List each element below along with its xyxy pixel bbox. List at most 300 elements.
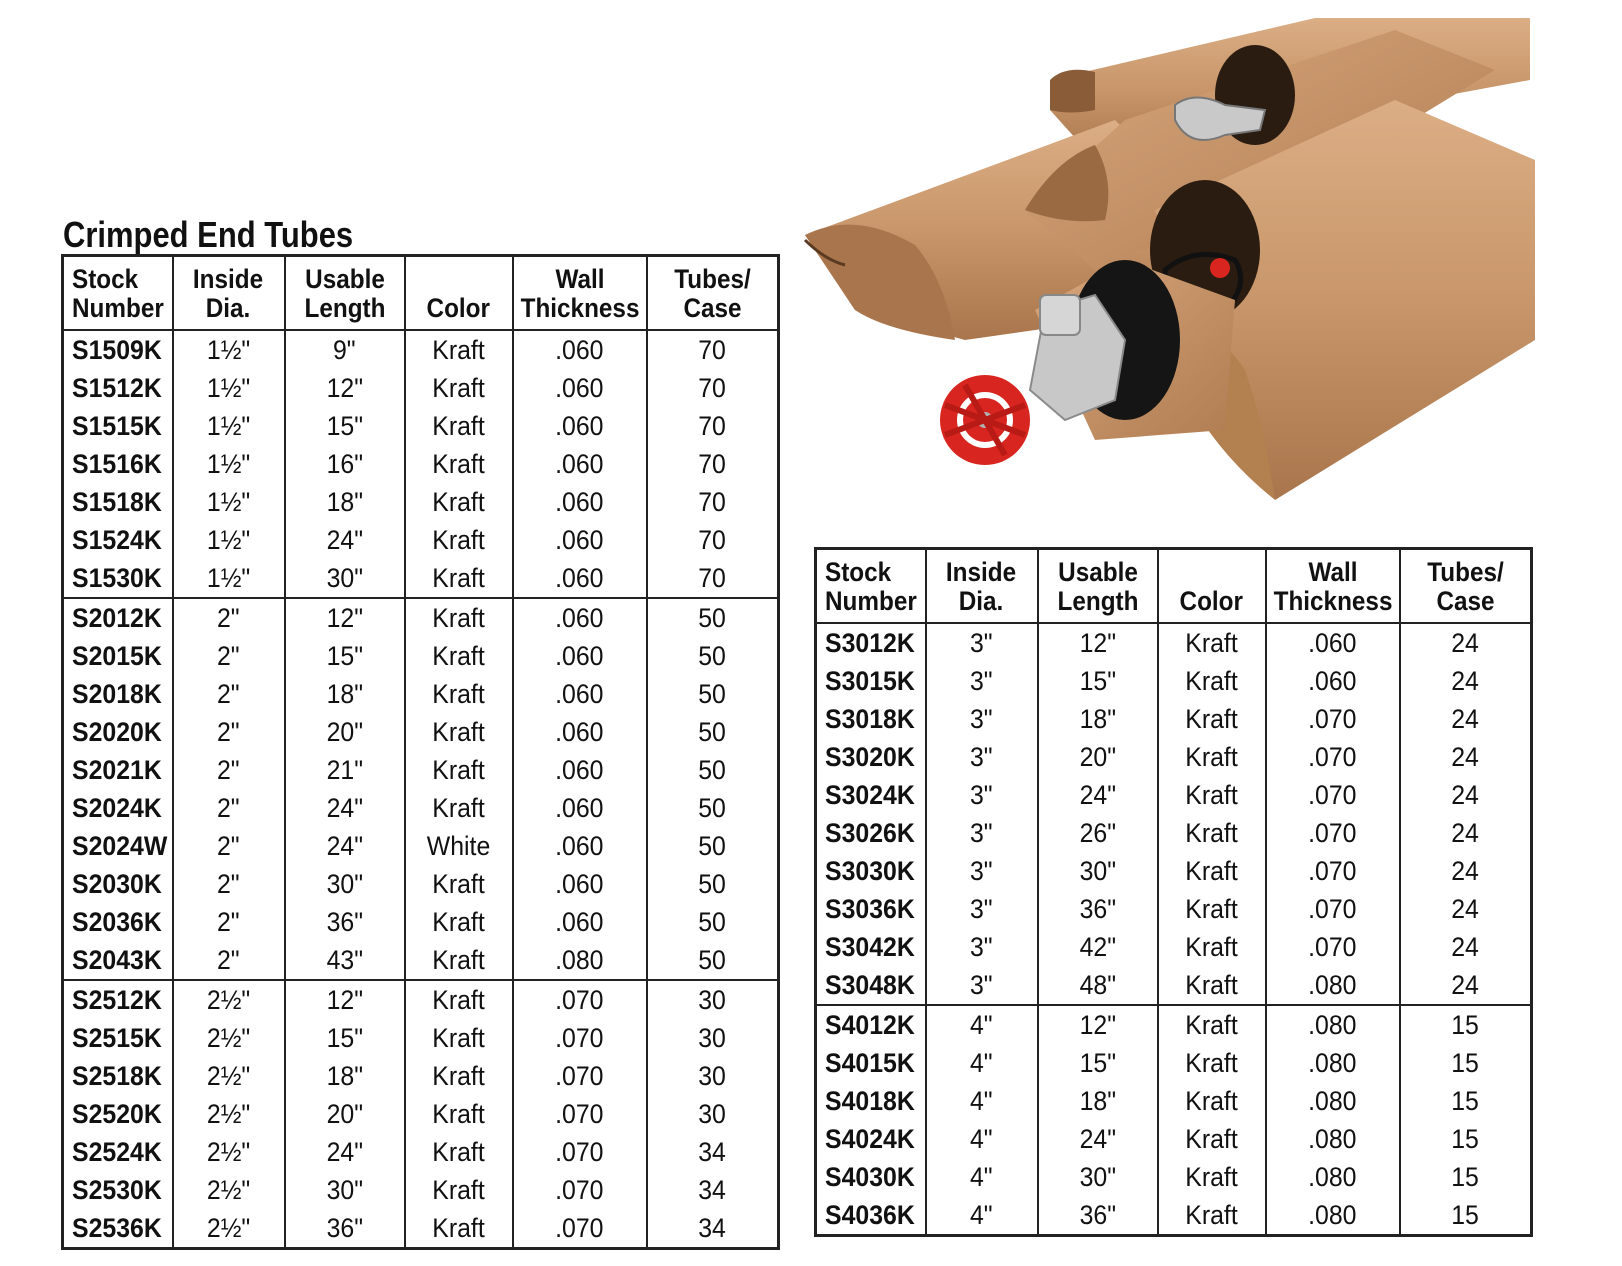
cell-usable-length: 12" (1038, 1005, 1158, 1044)
cell-stock-number: S4015K (816, 1044, 926, 1082)
table-row (63, 521, 779, 559)
table-row (63, 980, 779, 1019)
table-row (63, 1133, 779, 1171)
cell-stock-number: S2043K (63, 941, 173, 980)
cell-usable-length: 15" (285, 1019, 405, 1057)
cell-stock-number: S2021K (63, 751, 173, 789)
cell-usable-length: 36" (285, 1209, 405, 1249)
cell-color: Kraft (405, 865, 513, 903)
cell-stock-number: S2530K (63, 1171, 173, 1209)
cell-stock-number: S3018K (816, 700, 926, 738)
cell-color: Kraft (1158, 928, 1266, 966)
cell-stock-number: S2520K (63, 1095, 173, 1133)
cell-wall-thickness: .060 (513, 751, 647, 789)
cell-tubes-per-case: 70 (647, 483, 779, 521)
table-row (63, 1095, 779, 1133)
cell-inside-dia: 1½" (173, 407, 285, 445)
cell-color: Kraft (405, 445, 513, 483)
cell-stock-number: S2536K (63, 1209, 173, 1249)
table-row (816, 966, 1532, 1005)
cell-wall-thickness: .060 (513, 407, 647, 445)
cell-tubes-per-case: 50 (647, 789, 779, 827)
cell-inside-dia: 2" (173, 713, 285, 751)
cell-stock-number: S2524K (63, 1133, 173, 1171)
table-row (816, 1005, 1532, 1044)
cell-color: Kraft (405, 407, 513, 445)
cell-wall-thickness: .060 (1266, 662, 1400, 700)
cell-wall-thickness: .060 (513, 598, 647, 637)
cell-stock-number: S4024K (816, 1120, 926, 1158)
cell-inside-dia: 3" (926, 928, 1038, 966)
cell-usable-length: 12" (285, 980, 405, 1019)
cell-wall-thickness: .080 (1266, 1044, 1400, 1082)
cell-color: Kraft (1158, 1005, 1266, 1044)
table-row (63, 330, 779, 369)
header-line: Wall (1307, 556, 1358, 587)
cell-stock-number: S1524K (63, 521, 173, 559)
cell-usable-length: 43" (285, 941, 405, 980)
cell-usable-length: 15" (1038, 662, 1158, 700)
table-row (63, 1209, 779, 1249)
cell-wall-thickness: .070 (1266, 890, 1400, 928)
cell-stock-number: S3042K (816, 928, 926, 966)
table-row (63, 369, 779, 407)
cell-tubes-per-case: 24 (1400, 776, 1532, 814)
cell-color: Kraft (405, 330, 513, 369)
table-row (63, 1171, 779, 1209)
table-row (63, 445, 779, 483)
cell-color: Kraft (405, 1095, 513, 1133)
table-row (816, 700, 1532, 738)
cell-stock-number: S3048K (816, 966, 926, 1005)
cell-usable-length: 15" (1038, 1044, 1158, 1082)
cell-color: Kraft (405, 637, 513, 675)
cell-tubes-per-case: 50 (647, 713, 779, 751)
cell-inside-dia: 4" (926, 1196, 1038, 1236)
cell-inside-dia: 4" (926, 1082, 1038, 1120)
cell-tubes-per-case: 15 (1400, 1044, 1532, 1082)
cell-color: Kraft (1158, 776, 1266, 814)
cell-inside-dia: 3" (926, 852, 1038, 890)
cell-color: Kraft (1158, 738, 1266, 776)
table-row (63, 713, 779, 751)
cell-usable-length: 20" (285, 1095, 405, 1133)
cell-tubes-per-case: 50 (647, 941, 779, 980)
cell-inside-dia: 4" (926, 1158, 1038, 1196)
cell-color: Kraft (405, 1019, 513, 1057)
cell-usable-length: 18" (1038, 700, 1158, 738)
cell-tubes-per-case: 15 (1400, 1158, 1532, 1196)
table-row (816, 738, 1532, 776)
header-line: Thickness (1273, 585, 1392, 616)
cell-tubes-per-case: 15 (1400, 1005, 1532, 1044)
cell-color: Kraft (1158, 1196, 1266, 1236)
cell-tubes-per-case: 24 (1400, 700, 1532, 738)
cell-tubes-per-case: 24 (1400, 852, 1532, 890)
cell-usable-length: 24" (285, 789, 405, 827)
header-line: Color (426, 292, 491, 323)
table-row (63, 559, 779, 598)
cell-inside-dia: 2" (173, 675, 285, 713)
table-row (63, 1019, 779, 1057)
left-spec-table (61, 254, 780, 1250)
header-line: Inside (946, 556, 1017, 587)
cell-wall-thickness: .060 (513, 369, 647, 407)
header-inside-dia (173, 256, 285, 330)
cell-inside-dia: 2½" (173, 1133, 285, 1171)
cell-stock-number: S1530K (63, 559, 173, 598)
cell-inside-dia: 3" (926, 738, 1038, 776)
cell-stock-number: S1518K (63, 483, 173, 521)
cell-inside-dia: 3" (926, 966, 1038, 1005)
cell-usable-length: 26" (1038, 814, 1158, 852)
cell-stock-number: S2512K (63, 980, 173, 1019)
cell-inside-dia: 3" (926, 700, 1038, 738)
cell-usable-length: 24" (285, 521, 405, 559)
cell-tubes-per-case: 50 (647, 675, 779, 713)
cell-wall-thickness: .070 (513, 1171, 647, 1209)
cell-tubes-per-case: 30 (647, 1057, 779, 1095)
cell-inside-dia: 2" (173, 941, 285, 980)
cell-inside-dia: 1½" (173, 521, 285, 559)
cell-wall-thickness: .070 (513, 1019, 647, 1057)
cell-color: Kraft (1158, 1120, 1266, 1158)
cell-tubes-per-case: 30 (647, 980, 779, 1019)
cell-inside-dia: 2½" (173, 1019, 285, 1057)
cell-wall-thickness: .080 (1266, 1196, 1400, 1236)
table-row (816, 890, 1532, 928)
cell-usable-length: 42" (1038, 928, 1158, 966)
header-line: Tubes/ (673, 263, 751, 294)
cell-tubes-per-case: 24 (1400, 738, 1532, 776)
table-row (816, 662, 1532, 700)
cell-usable-length: 24" (1038, 776, 1158, 814)
table-row (816, 928, 1532, 966)
cell-tubes-per-case: 24 (1400, 814, 1532, 852)
cell-inside-dia: 1½" (173, 369, 285, 407)
header-line: Color (1179, 585, 1244, 616)
cell-inside-dia: 2½" (173, 1209, 285, 1249)
cell-tubes-per-case: 70 (647, 445, 779, 483)
cell-wall-thickness: .070 (1266, 814, 1400, 852)
cell-wall-thickness: .080 (1266, 1005, 1400, 1044)
cell-stock-number: S2024W (63, 827, 173, 865)
table-header (816, 549, 1532, 623)
cell-usable-length: 30" (1038, 852, 1158, 890)
cell-wall-thickness: .060 (513, 637, 647, 675)
cell-wall-thickness: .060 (513, 521, 647, 559)
cell-stock-number: S2020K (63, 713, 173, 751)
cell-usable-length: 12" (285, 598, 405, 637)
header-line: Number (825, 585, 917, 616)
header-line: Dia. (959, 585, 1004, 616)
table-row (816, 1082, 1532, 1120)
header-line: Usable (1057, 556, 1138, 587)
header-line: Length (303, 292, 385, 323)
cell-wall-thickness: .070 (1266, 852, 1400, 890)
table-row (816, 623, 1532, 662)
cell-color: Kraft (405, 1057, 513, 1095)
cell-wall-thickness: .060 (513, 330, 647, 369)
cell-wall-thickness: .060 (513, 903, 647, 941)
header-line: Stock (72, 263, 139, 294)
cell-wall-thickness: .060 (513, 675, 647, 713)
table-row (63, 789, 779, 827)
cell-wall-thickness: .070 (1266, 738, 1400, 776)
header-line: Dia. (206, 292, 251, 323)
cell-wall-thickness: .080 (1266, 1120, 1400, 1158)
header-usable-length (1038, 549, 1158, 623)
cell-color: Kraft (1158, 966, 1266, 1005)
header-color (405, 256, 513, 330)
cell-usable-length: 36" (1038, 1196, 1158, 1236)
cell-usable-length: 20" (285, 713, 405, 751)
cell-stock-number: S2024K (63, 789, 173, 827)
cell-wall-thickness: .070 (513, 1133, 647, 1171)
table-row (63, 675, 779, 713)
cell-inside-dia: 2½" (173, 1171, 285, 1209)
cell-usable-length: 20" (1038, 738, 1158, 776)
header-usable-length (285, 256, 405, 330)
table-row (63, 865, 779, 903)
cell-stock-number: S3026K (816, 814, 926, 852)
cell-color: Kraft (405, 980, 513, 1019)
cell-wall-thickness: .070 (513, 1057, 647, 1095)
cell-color: Kraft (405, 1171, 513, 1209)
cell-color: Kraft (1158, 700, 1266, 738)
table-row (63, 941, 779, 980)
cell-wall-thickness: .070 (513, 980, 647, 1019)
cell-usable-length: 18" (1038, 1082, 1158, 1120)
cell-wall-thickness: .060 (513, 445, 647, 483)
cell-inside-dia: 4" (926, 1044, 1038, 1082)
cell-usable-length: 12" (1038, 623, 1158, 662)
cell-color: Kraft (1158, 814, 1266, 852)
cell-tubes-per-case: 24 (1400, 966, 1532, 1005)
cell-wall-thickness: .080 (513, 941, 647, 980)
cell-wall-thickness: .060 (513, 865, 647, 903)
cell-usable-length: 24" (1038, 1120, 1158, 1158)
header-wall-thickness (1266, 549, 1400, 623)
cell-stock-number: S3020K (816, 738, 926, 776)
cell-inside-dia: 3" (926, 662, 1038, 700)
cell-color: Kraft (405, 521, 513, 559)
cell-color: Kraft (405, 941, 513, 980)
cell-wall-thickness: .070 (513, 1209, 647, 1249)
cell-inside-dia: 2½" (173, 1095, 285, 1133)
cell-stock-number: S3030K (816, 852, 926, 890)
cell-usable-length: 18" (285, 1057, 405, 1095)
table-row (816, 814, 1532, 852)
table-row (63, 598, 779, 637)
cell-inside-dia: 2½" (173, 1057, 285, 1095)
header-line (427, 265, 490, 294)
cell-color: Kraft (1158, 852, 1266, 890)
cell-stock-number: S4036K (816, 1196, 926, 1236)
table-row (816, 1044, 1532, 1082)
cell-stock-number: S3036K (816, 890, 926, 928)
cell-color: Kraft (405, 559, 513, 598)
cell-wall-thickness: .060 (1266, 623, 1400, 662)
cell-usable-length: 18" (285, 675, 405, 713)
cell-usable-length: 30" (1038, 1158, 1158, 1196)
header-stock-number (816, 549, 926, 623)
table-row (816, 1196, 1532, 1236)
table-row (63, 483, 779, 521)
cell-stock-number: S1516K (63, 445, 173, 483)
cell-tubes-per-case: 50 (647, 865, 779, 903)
cell-inside-dia: 4" (926, 1120, 1038, 1158)
header-stock-number (63, 256, 173, 330)
cell-stock-number: S3012K (816, 623, 926, 662)
cell-stock-number: S2018K (63, 675, 173, 713)
cell-tubes-per-case: 34 (647, 1171, 779, 1209)
cell-color: Kraft (1158, 623, 1266, 662)
table-header (63, 256, 779, 330)
cell-stock-number: S1512K (63, 369, 173, 407)
table-row (63, 751, 779, 789)
cell-inside-dia: 1½" (173, 559, 285, 598)
cell-tubes-per-case: 70 (647, 521, 779, 559)
cell-color: Kraft (1158, 890, 1266, 928)
cell-usable-length: 48" (1038, 966, 1158, 1005)
cell-stock-number: S4012K (816, 1005, 926, 1044)
table-row (63, 903, 779, 941)
cell-usable-length: 30" (285, 865, 405, 903)
cell-inside-dia: 2" (173, 598, 285, 637)
cell-tubes-per-case: 50 (647, 598, 779, 637)
cell-usable-length: 36" (285, 903, 405, 941)
cell-tubes-per-case: 34 (647, 1133, 779, 1171)
mailing-tubes-photo (795, 10, 1540, 510)
cell-usable-length: 24" (285, 827, 405, 865)
header-line: Case (683, 292, 742, 323)
cell-usable-length: 30" (285, 1171, 405, 1209)
cell-tubes-per-case: 24 (1400, 623, 1532, 662)
table-row (63, 827, 779, 865)
cell-tubes-per-case: 15 (1400, 1120, 1532, 1158)
cell-tubes-per-case: 15 (1400, 1082, 1532, 1120)
cell-tubes-per-case: 70 (647, 330, 779, 369)
header-line: Usable (304, 263, 385, 294)
cell-tubes-per-case: 70 (647, 407, 779, 445)
header-line: Length (1056, 585, 1138, 616)
cell-wall-thickness: .060 (513, 483, 647, 521)
cell-usable-length: 15" (285, 637, 405, 675)
page-title: Crimped End Tubes (63, 214, 354, 255)
cell-inside-dia: 2½" (173, 980, 285, 1019)
cell-inside-dia: 1½" (173, 330, 285, 369)
cell-inside-dia: 2" (173, 789, 285, 827)
cell-inside-dia: 2" (173, 751, 285, 789)
cell-tubes-per-case: 34 (647, 1209, 779, 1249)
cell-tubes-per-case: 24 (1400, 662, 1532, 700)
cell-stock-number: S2515K (63, 1019, 173, 1057)
cell-inside-dia: 3" (926, 776, 1038, 814)
cell-color: Kraft (1158, 1158, 1266, 1196)
cell-color: Kraft (405, 789, 513, 827)
table-row (63, 407, 779, 445)
cell-stock-number: S3015K (816, 662, 926, 700)
cell-color: Kraft (1158, 662, 1266, 700)
cell-stock-number: S2030K (63, 865, 173, 903)
cell-stock-number: S4030K (816, 1158, 926, 1196)
cell-color: Kraft (405, 713, 513, 751)
cell-usable-length: 15" (285, 407, 405, 445)
cell-tubes-per-case: 50 (647, 827, 779, 865)
table-row (63, 637, 779, 675)
header-inside-dia (926, 549, 1038, 623)
header-line: Stock (825, 556, 892, 587)
header-line: Number (72, 292, 164, 323)
table-row (816, 852, 1532, 890)
cell-wall-thickness: .060 (513, 559, 647, 598)
cell-stock-number: S1509K (63, 330, 173, 369)
cell-inside-dia: 2" (173, 637, 285, 675)
cell-color: Kraft (405, 903, 513, 941)
cell-tubes-per-case: 50 (647, 637, 779, 675)
cell-color: Kraft (1158, 1044, 1266, 1082)
table-row (816, 1120, 1532, 1158)
cell-inside-dia: 3" (926, 814, 1038, 852)
cell-wall-thickness: .060 (513, 789, 647, 827)
cell-inside-dia: 2" (173, 827, 285, 865)
cell-usable-length: 30" (285, 559, 405, 598)
cell-wall-thickness: .070 (1266, 700, 1400, 738)
cell-stock-number: S2015K (63, 637, 173, 675)
cell-inside-dia: 1½" (173, 483, 285, 521)
cell-tubes-per-case: 30 (647, 1019, 779, 1057)
cell-inside-dia: 2" (173, 903, 285, 941)
cell-tubes-per-case: 70 (647, 559, 779, 598)
cell-tubes-per-case: 15 (1400, 1196, 1532, 1236)
header-line: Case (1436, 585, 1495, 616)
cell-wall-thickness: .070 (513, 1095, 647, 1133)
header-line: Inside (193, 263, 264, 294)
header-tubes-per-case (1400, 549, 1532, 623)
cell-stock-number: S2518K (63, 1057, 173, 1095)
cell-tubes-per-case: 50 (647, 751, 779, 789)
cell-wall-thickness: .060 (513, 827, 647, 865)
cell-tubes-per-case: 50 (647, 903, 779, 941)
cell-inside-dia: 3" (926, 890, 1038, 928)
cell-wall-thickness: .080 (1266, 1082, 1400, 1120)
header-line: Tubes/ (1426, 556, 1504, 587)
cell-tubes-per-case: 70 (647, 369, 779, 407)
cell-inside-dia: 3" (926, 623, 1038, 662)
cell-usable-length: 16" (285, 445, 405, 483)
table-row (63, 1057, 779, 1095)
cell-wall-thickness: .060 (513, 713, 647, 751)
cell-usable-length: 9" (285, 330, 405, 369)
cell-tubes-per-case: 24 (1400, 928, 1532, 966)
cell-wall-thickness: .070 (1266, 928, 1400, 966)
cell-color: Kraft (405, 1133, 513, 1171)
cell-stock-number: S2012K (63, 598, 173, 637)
table-row (816, 1158, 1532, 1196)
cell-stock-number: S3024K (816, 776, 926, 814)
cell-usable-length: 24" (285, 1133, 405, 1171)
cell-color: Kraft (1158, 1082, 1266, 1120)
table-row (816, 776, 1532, 814)
cell-color: Kraft (405, 598, 513, 637)
cell-inside-dia: 2" (173, 865, 285, 903)
cell-color: Kraft (405, 1209, 513, 1249)
header-color (1158, 549, 1266, 623)
cell-color: Kraft (405, 483, 513, 521)
cell-stock-number: S2036K (63, 903, 173, 941)
cell-usable-length: 36" (1038, 890, 1158, 928)
